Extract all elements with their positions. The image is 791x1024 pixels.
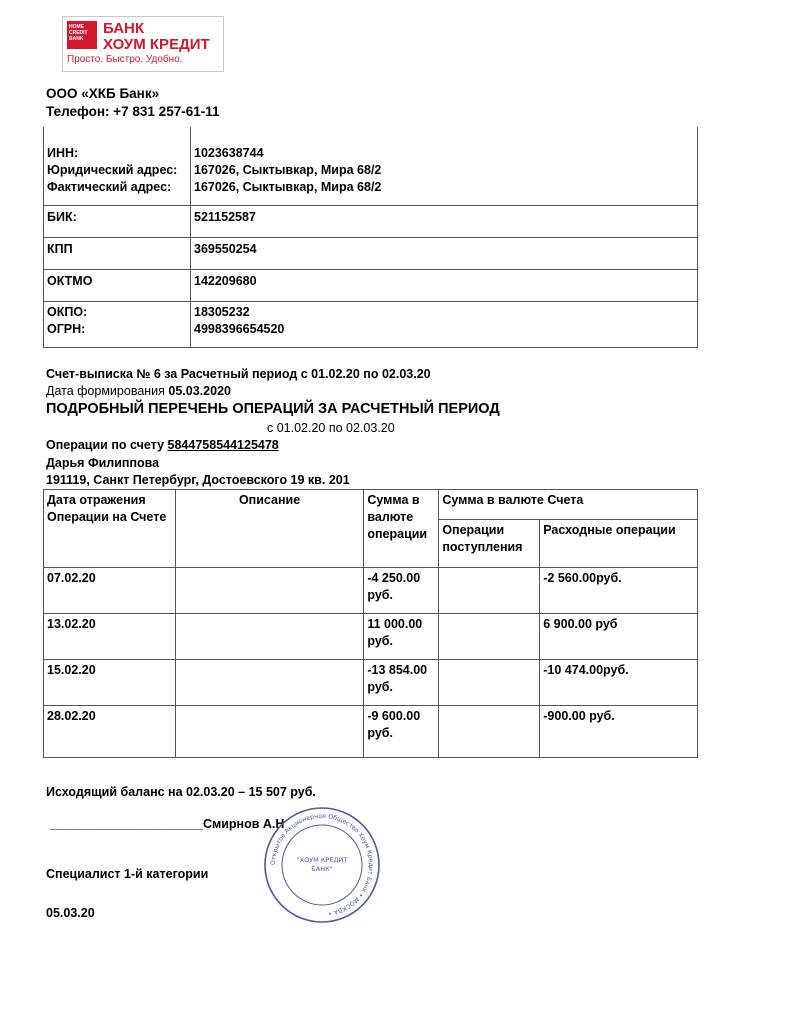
logo-tagline: Просто. Быстро. Удобно.: [67, 54, 183, 65]
inn-label: ИНН:: [47, 146, 79, 160]
row-expense: 6 900.00 руб: [540, 614, 698, 660]
account-number: 5844758544125478: [167, 438, 279, 452]
okpo-ogrn-values: [191, 301, 698, 347]
logo-square: [67, 21, 97, 49]
requisites-values: [191, 127, 698, 205]
ogrn-label: ОГРН:: [47, 321, 86, 336]
okpo-ogrn-labels: [44, 301, 191, 347]
requisites-row: [44, 237, 698, 269]
row-date: 15.02.20: [44, 660, 176, 706]
operations-table: [43, 489, 698, 758]
row-description: [175, 706, 364, 758]
row-expense: -10 474.00руб.: [540, 660, 698, 706]
row-description: [175, 660, 364, 706]
requisites-row: [44, 301, 698, 347]
client-address: 191119, Санкт Петербург, Достоевского 19 кв. 201: [46, 473, 350, 487]
signature-underline: ______________________: [50, 817, 203, 831]
row-description: [175, 568, 364, 614]
requisites-row: [44, 269, 698, 301]
logo-name-line2: ХОУМ КРЕДИТ: [103, 36, 210, 53]
logo-name-line1: БАНК: [103, 20, 145, 37]
header-income: Операции поступления: [439, 520, 540, 568]
row-date: 13.02.20: [44, 614, 176, 660]
requisites-row: [44, 127, 698, 205]
footer-date: 05.03.20: [46, 906, 95, 920]
requisites-table: [43, 127, 698, 348]
bank-logo: [62, 16, 224, 72]
kpp-label: КПП: [44, 237, 191, 269]
header-date: Дата отражения Операции на Счете: [44, 490, 176, 568]
logo-square-line: HOME: [69, 24, 84, 30]
signer-position: Специалист 1-й категории: [46, 867, 209, 881]
header-expense: Расходные операции: [540, 520, 698, 568]
inn-value: 1023638744: [194, 146, 264, 160]
row-amount: -13 854.00 руб.: [364, 660, 439, 706]
actual-address-label: Фактический адрес:: [47, 180, 172, 194]
bank-phone: Телефон: +7 831 257-61-11: [46, 104, 220, 119]
row-income: [439, 706, 540, 758]
row-expense: -2 560.00руб.: [540, 568, 698, 614]
row-date: 28.02.20: [44, 706, 176, 758]
operations-period: с 01.02.20 по 02.03.20: [267, 421, 395, 435]
table-row: [44, 614, 698, 660]
signature-line: [50, 817, 284, 831]
bik-value: 521152587: [191, 205, 698, 237]
table-header-row: [44, 490, 698, 520]
statement-date: [46, 384, 231, 398]
row-amount: 11 000.00 руб.: [364, 614, 439, 660]
closing-balance: Исходящий баланс на 02.03.20 – 15 507 руб.: [46, 785, 316, 799]
account-line: [46, 438, 279, 452]
operations-heading: ПОДРОБНЫЙ ПЕРЕЧЕНЬ ОПЕРАЦИЙ ЗА РАСЧЕТНЫЙ ПЕРИОД: [46, 401, 500, 417]
legal-address-value: 167026, Сыктывкар, Мира 68/2: [194, 163, 382, 177]
okpo-value: 18305232: [194, 304, 250, 319]
header-sum-account: Сумма в валюте Счета: [439, 490, 698, 520]
table-row: [44, 568, 698, 614]
client-name: Дарья Филиппова: [46, 456, 160, 470]
row-income: [439, 614, 540, 660]
stamp-ring-textpath: Открытое Акционерное Общество Хоум Кредит Банк • МОСКВА •: [269, 812, 375, 917]
row-amount: -4 250.00 руб.: [364, 568, 439, 614]
oktmo-label: ОКТМО: [44, 269, 191, 301]
statement-date-value: 05.03.2020: [168, 384, 231, 398]
oktmo-value: 142209680: [191, 269, 698, 301]
requisites-row: [44, 205, 698, 237]
header-description: Описание: [175, 490, 364, 568]
header-sum-currency: Сумма в валюте операции: [364, 490, 439, 568]
okpo-label: ОКПО:: [47, 304, 88, 319]
row-expense: -900.00 руб.: [540, 706, 698, 758]
row-amount: -9 600.00 руб.: [364, 706, 439, 758]
actual-address-value: 167026, Сыктывкар, Мира 68/2: [194, 180, 382, 194]
account-label: Операции по счету: [46, 438, 168, 452]
logo-square-line: BANK: [69, 36, 84, 42]
bik-label: БИК:: [44, 205, 191, 237]
logo-square-line: CREDIT: [69, 30, 88, 36]
bank-name: ООО «ХКБ Банк»: [46, 86, 160, 101]
row-income: [439, 660, 540, 706]
table-row: [44, 706, 698, 758]
requisites-labels: [44, 127, 191, 205]
legal-address-label: Юридический адрес:: [47, 163, 178, 177]
statement-title: Счет-выписка № 6 за Расчетный период с 01.02.20 по 02.03.20: [46, 367, 431, 381]
row-date: 07.02.20: [44, 568, 176, 614]
signer-name: Смирнов А.Н: [202, 817, 285, 831]
stamp-center-line2: БАНК": [311, 865, 333, 873]
table-row: [44, 660, 698, 706]
ogrn-value: 4998396654520: [194, 321, 285, 336]
bank-stamp: [262, 805, 382, 925]
statement-date-label: Дата формирования: [46, 384, 169, 398]
row-income: [439, 568, 540, 614]
row-description: [175, 614, 364, 660]
stamp-center-line1: "ХОУМ КРЕДИТ: [296, 856, 348, 864]
kpp-value: 369550254: [191, 237, 698, 269]
